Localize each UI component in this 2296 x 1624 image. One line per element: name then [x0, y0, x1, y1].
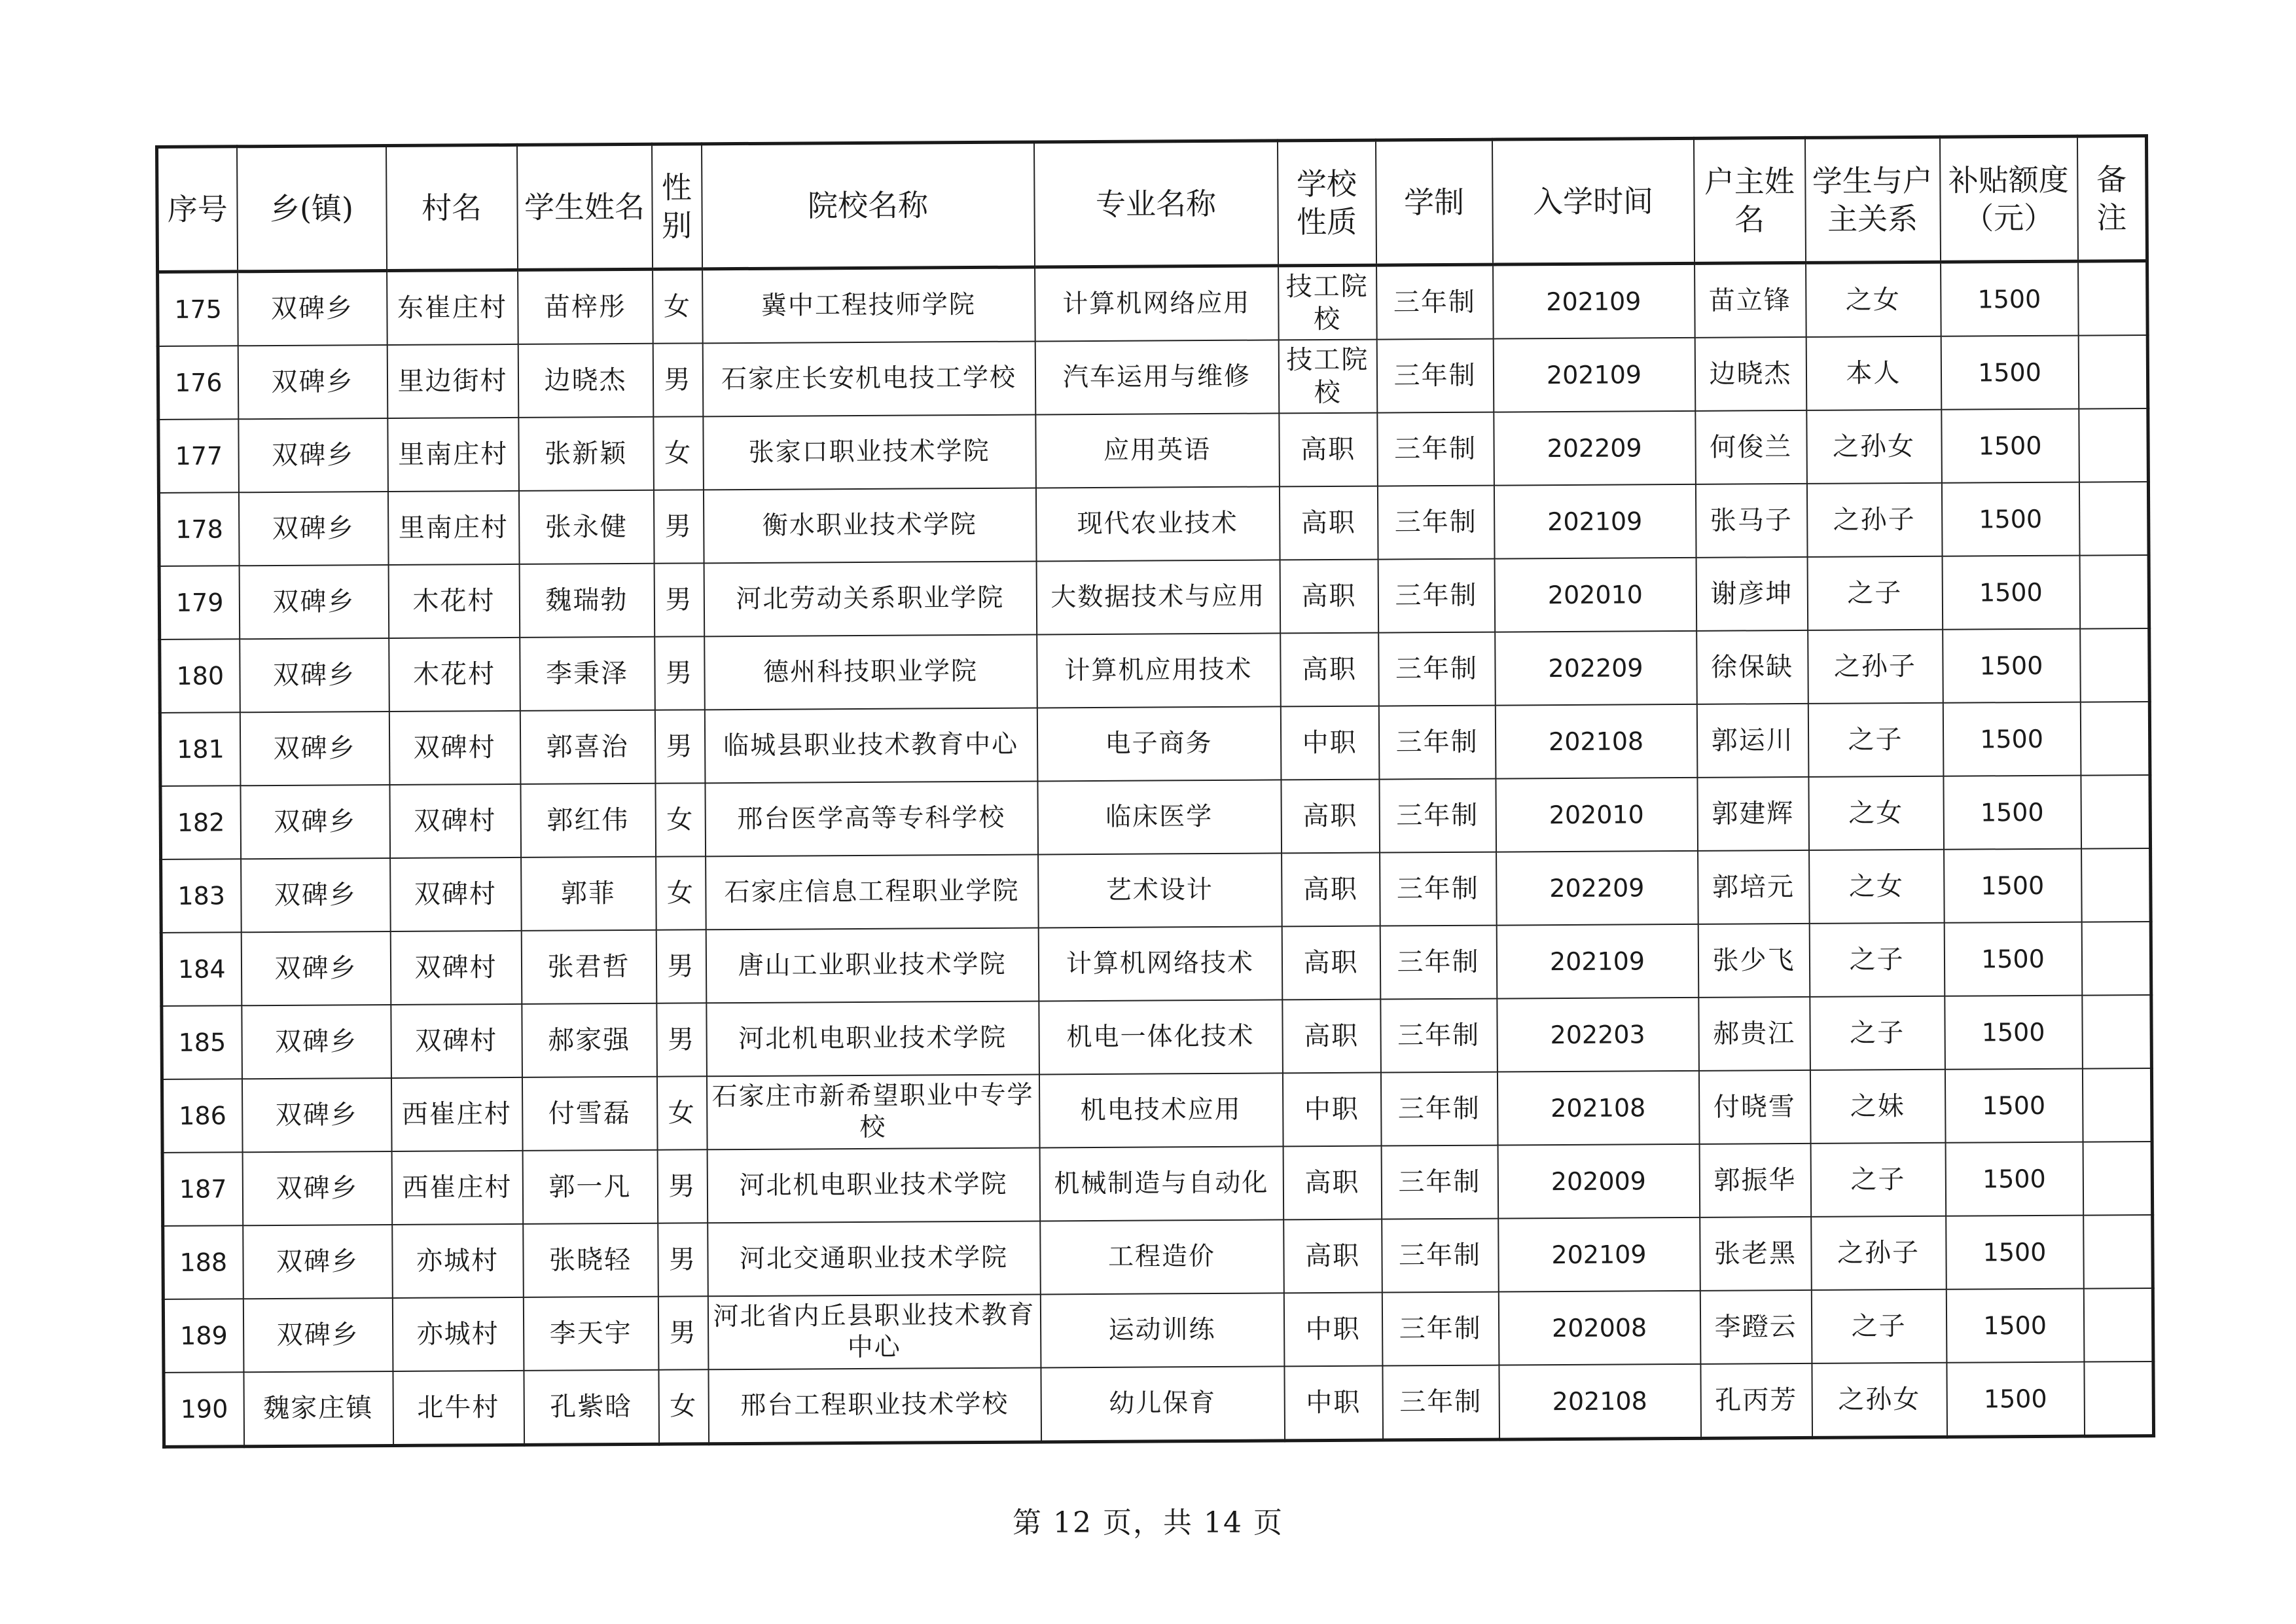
cell-township: 魏家庄镇 — [243, 1371, 393, 1447]
cell-school-type: 中职 — [1283, 1293, 1382, 1367]
table-row — [162, 995, 2152, 1079]
cell-village: 双碑村 — [389, 711, 520, 785]
cell-village: 里边街村 — [387, 344, 518, 418]
header-village: 村名 — [386, 145, 518, 270]
cell-student-name: 张晓轻 — [523, 1223, 658, 1297]
cell-duration: 三年制 — [1380, 1072, 1498, 1146]
cell-school-name: 河北交通职业技术学院 — [708, 1221, 1041, 1296]
cell-student-name: 郭红伟 — [520, 784, 656, 857]
cell-school-type: 高职 — [1282, 1000, 1381, 1074]
cell-school-type: 高职 — [1282, 853, 1380, 927]
cell-major: 工程造价 — [1040, 1219, 1284, 1294]
cell-relation: 之妹 — [1810, 1070, 1945, 1144]
cell-relation: 之子 — [1810, 1143, 1946, 1217]
cell-gender: 男 — [656, 929, 706, 1003]
cell-householder: 谢彦坤 — [1696, 557, 1808, 631]
cell-school-type: 高职 — [1280, 560, 1378, 634]
cell-student-name: 苗梓彤 — [518, 269, 653, 344]
cell-duration: 三年制 — [1382, 1292, 1499, 1366]
cell-school-name: 唐山工业职业技术学院 — [706, 928, 1039, 1003]
cell-relation: 之子 — [1809, 923, 1945, 997]
cell-relation: 之孙女 — [1812, 1363, 1947, 1438]
header-remarks: 备注 — [2077, 136, 2147, 262]
cell-major: 大数据技术与应用 — [1036, 560, 1280, 634]
table-row — [160, 628, 2150, 713]
cell-student-name: 郭一凡 — [522, 1150, 658, 1224]
cell-major: 运动训练 — [1040, 1293, 1284, 1367]
cell-subsidy: 1500 — [1941, 261, 2079, 336]
cell-duration: 三年制 — [1380, 999, 1498, 1073]
cell-village: 亦城村 — [392, 1297, 524, 1371]
cell-student-name: 郭菲 — [521, 857, 656, 931]
cell-school-name: 河北省内丘县职业技术教育中心 — [708, 1294, 1041, 1369]
cell-school-name: 邢台工程职业技术学校 — [708, 1367, 1041, 1443]
cell-village: 双碑村 — [391, 1004, 522, 1078]
cell-householder: 张老黑 — [1700, 1217, 1812, 1291]
cell-village: 北牛村 — [393, 1371, 524, 1446]
cell-subsidy: 1500 — [1946, 1216, 2084, 1290]
cell-duration: 三年制 — [1378, 632, 1496, 706]
cell-duration: 三年制 — [1380, 926, 1497, 1000]
cell-householder: 郭运川 — [1696, 704, 1808, 778]
cell-township: 双碑乡 — [239, 565, 389, 639]
cell-township: 双碑乡 — [238, 271, 387, 346]
cell-gender: 女 — [653, 269, 703, 344]
cell-relation: 之孙子 — [1806, 483, 1942, 557]
cell-gender: 男 — [657, 1149, 708, 1223]
cell-remarks — [2080, 702, 2150, 776]
cell-index: 178 — [158, 492, 239, 566]
cell-school-name: 张家口职业技术学院 — [703, 414, 1036, 490]
cell-duration: 三年制 — [1377, 486, 1494, 560]
cell-gender: 男 — [653, 490, 704, 563]
cell-school-type: 高职 — [1282, 926, 1380, 1000]
cell-township: 双碑乡 — [242, 1078, 391, 1152]
table-row — [158, 335, 2148, 420]
cell-duration: 三年制 — [1380, 852, 1497, 926]
cell-gender: 男 — [658, 1223, 708, 1296]
cell-householder: 张少飞 — [1698, 924, 1810, 998]
cell-township: 双碑乡 — [243, 1298, 393, 1372]
cell-school-name: 冀中工程技师学院 — [702, 267, 1035, 343]
cell-index: 182 — [160, 785, 241, 859]
cell-student-name: 张永健 — [518, 490, 654, 564]
cell-subsidy: 1500 — [1946, 1362, 2085, 1437]
cell-index: 179 — [159, 566, 240, 640]
table-row — [158, 482, 2149, 566]
cell-major: 机电技术应用 — [1039, 1073, 1283, 1147]
cell-township: 双碑乡 — [241, 931, 391, 1005]
header-duration: 学制 — [1375, 139, 1492, 265]
cell-village: 西崔庄村 — [391, 1151, 523, 1225]
cell-student-name: 边晓杰 — [518, 344, 653, 418]
cell-enroll-date: 202209 — [1494, 411, 1696, 486]
cell-gender: 男 — [658, 1296, 708, 1369]
cell-village: 里南庄村 — [387, 491, 519, 565]
cell-householder: 付晓雪 — [1698, 1070, 1810, 1144]
cell-remarks — [2084, 1362, 2154, 1436]
cell-index: 175 — [158, 272, 238, 346]
cell-subsidy: 1500 — [1943, 629, 2081, 703]
cell-remarks — [2081, 922, 2151, 996]
cell-householder: 张马子 — [1695, 484, 1807, 558]
table-row — [162, 1068, 2152, 1153]
table-row — [160, 775, 2151, 859]
cell-index: 176 — [158, 346, 238, 420]
cell-remarks — [2078, 261, 2148, 336]
cell-school-name: 石家庄长安机电技工学校 — [702, 341, 1035, 416]
cell-householder: 何俊兰 — [1695, 410, 1807, 484]
header-relation: 学生与户主关系 — [1804, 137, 1940, 262]
table-body — [158, 261, 2154, 1447]
cell-relation: 本人 — [1806, 336, 1941, 410]
cell-major: 艺术设计 — [1038, 853, 1282, 928]
cell-enroll-date: 202109 — [1494, 484, 1696, 559]
cell-householder: 郭建辉 — [1697, 777, 1809, 851]
cell-enroll-date: 202109 — [1498, 1218, 1700, 1292]
cell-village: 双碑村 — [389, 784, 521, 858]
cell-index: 177 — [158, 419, 239, 493]
cell-duration: 三年制 — [1379, 779, 1496, 853]
subsidy-table — [155, 134, 2155, 1449]
cell-householder: 李蹬云 — [1700, 1290, 1812, 1364]
cell-duration: 三年制 — [1376, 339, 1494, 413]
cell-subsidy: 1500 — [1941, 336, 2079, 410]
cell-householder: 边晓杰 — [1695, 337, 1806, 411]
cell-remarks — [2080, 628, 2150, 702]
cell-school-type: 高职 — [1281, 780, 1380, 854]
header-school-type: 学校性质 — [1277, 140, 1376, 266]
cell-village: 西崔庄村 — [391, 1077, 522, 1151]
cell-student-name: 郝家强 — [522, 1003, 657, 1077]
cell-township: 双碑乡 — [238, 345, 387, 419]
cell-township: 双碑乡 — [241, 858, 391, 932]
cell-gender: 男 — [655, 636, 705, 710]
cell-relation: 之女 — [1806, 262, 1941, 337]
cell-relation: 之子 — [1810, 996, 1945, 1070]
cell-school-type: 高职 — [1279, 486, 1378, 560]
cell-index: 184 — [161, 932, 242, 1006]
cell-school-name: 衡水职业技术学院 — [703, 488, 1036, 563]
table-row — [161, 922, 2151, 1006]
cell-student-name: 张新颖 — [518, 417, 654, 491]
cell-subsidy: 1500 — [1945, 1142, 2083, 1216]
cell-subsidy: 1500 — [1941, 482, 2079, 556]
cell-remarks — [2081, 848, 2151, 922]
table-row — [158, 408, 2149, 493]
header-gender: 性别 — [652, 144, 702, 269]
cell-gender: 男 — [655, 710, 705, 783]
cell-gender: 男 — [654, 563, 704, 636]
cell-subsidy: 1500 — [1946, 1289, 2084, 1363]
cell-householder: 郭培元 — [1698, 850, 1810, 924]
cell-school-type: 高职 — [1283, 1146, 1382, 1220]
cell-village: 亦城村 — [392, 1224, 524, 1298]
cell-enroll-date: 202109 — [1493, 263, 1695, 338]
cell-enroll-date: 202109 — [1493, 338, 1695, 412]
header-township: 乡(镇) — [237, 146, 387, 272]
cell-subsidy: 1500 — [1944, 922, 2082, 996]
cell-relation: 之子 — [1811, 1290, 1946, 1363]
cell-enroll-date: 202108 — [1495, 704, 1697, 779]
header-householder: 户主姓名 — [1693, 137, 1805, 263]
cell-duration: 三年制 — [1378, 559, 1495, 633]
cell-major: 临床医学 — [1037, 780, 1282, 854]
cell-major: 计算机应用技术 — [1037, 633, 1281, 708]
cell-enroll-date: 202008 — [1498, 1291, 1700, 1365]
cell-major: 汽车运用与维修 — [1035, 340, 1279, 414]
table-row — [164, 1362, 2154, 1447]
cell-remarks — [2083, 1215, 2153, 1289]
cell-school-name: 临城县职业技术教育中心 — [704, 708, 1037, 783]
cell-index: 180 — [160, 639, 240, 713]
cell-enroll-date: 202010 — [1496, 778, 1698, 852]
cell-index: 187 — [162, 1152, 243, 1226]
cell-index: 188 — [163, 1225, 243, 1299]
cell-student-name: 付雪磊 — [522, 1077, 657, 1151]
cell-school-type: 中职 — [1280, 706, 1379, 780]
cell-township: 双碑乡 — [240, 712, 389, 785]
cell-major: 机电一体化技术 — [1039, 1000, 1283, 1074]
cell-school-name: 石家庄信息工程职业学院 — [706, 854, 1039, 929]
cell-index: 190 — [164, 1372, 244, 1447]
cell-village: 东崔庄村 — [387, 270, 518, 345]
cell-township: 双碑乡 — [243, 1225, 393, 1299]
cell-householder: 郭振华 — [1699, 1144, 1811, 1218]
cell-school-name: 石家庄市新希望职业中专学校 — [706, 1074, 1039, 1149]
cell-school-name: 河北劳动关系职业学院 — [704, 561, 1037, 636]
cell-enroll-date: 202009 — [1498, 1144, 1700, 1219]
cell-remarks — [2079, 408, 2149, 482]
cell-student-name: 郭喜治 — [520, 710, 655, 784]
cell-school-name: 德州科技职业学院 — [704, 634, 1037, 710]
cell-village: 双碑村 — [390, 931, 522, 1005]
table-row — [160, 702, 2150, 786]
cell-enroll-date: 202010 — [1494, 558, 1696, 632]
cell-relation: 之孙女 — [1806, 410, 1942, 484]
cell-gender: 女 — [656, 856, 706, 929]
cell-major: 电子商务 — [1037, 706, 1281, 781]
cell-major: 计算机网络应用 — [1035, 266, 1279, 342]
table-row — [158, 261, 2148, 346]
cell-village: 双碑村 — [390, 857, 522, 931]
cell-township: 双碑乡 — [238, 418, 388, 492]
cell-major: 现代农业技术 — [1035, 486, 1280, 561]
cell-student-name: 李天宇 — [523, 1297, 658, 1371]
header-subsidy: 补贴额度（元） — [1939, 136, 2077, 262]
cell-school-type: 中职 — [1284, 1366, 1383, 1441]
cell-major: 计算机网络技术 — [1038, 926, 1282, 1001]
cell-enroll-date: 202209 — [1496, 851, 1698, 926]
cell-major: 幼儿保育 — [1041, 1366, 1285, 1442]
cell-householder: 孔丙芳 — [1700, 1363, 1812, 1438]
cell-enroll-date: 202209 — [1495, 631, 1697, 706]
header-major: 专业名称 — [1033, 141, 1278, 267]
cell-remarks — [2083, 1142, 2153, 1216]
table-row — [163, 1288, 2153, 1373]
cell-student-name: 张君哲 — [521, 930, 656, 1004]
cell-subsidy: 1500 — [1944, 849, 2082, 923]
cell-remarks — [2079, 555, 2149, 629]
table-row — [162, 1142, 2153, 1226]
cell-student-name: 李秉泽 — [520, 637, 655, 711]
cell-school-type: 技工院校 — [1278, 340, 1377, 414]
cell-gender: 女 — [658, 1369, 709, 1444]
cell-duration: 三年制 — [1382, 1219, 1499, 1293]
cell-remarks — [2079, 482, 2149, 556]
cell-enroll-date: 202108 — [1497, 1071, 1699, 1146]
cell-index: 189 — [163, 1299, 243, 1373]
cell-township: 双碑乡 — [238, 492, 388, 566]
cell-student-name: 魏瑞勃 — [519, 564, 655, 638]
cell-relation: 之孙子 — [1808, 630, 1943, 704]
cell-householder: 徐保缺 — [1696, 630, 1808, 704]
cell-gender: 男 — [653, 343, 703, 416]
cell-major: 应用英语 — [1035, 413, 1280, 488]
cell-householder: 郝贵江 — [1698, 997, 1810, 1071]
cell-remarks — [2082, 1068, 2152, 1142]
header-index: 序号 — [157, 147, 238, 272]
cell-subsidy: 1500 — [1945, 996, 2083, 1070]
cell-village: 木花村 — [389, 638, 520, 712]
cell-remarks — [2081, 775, 2151, 849]
cell-index: 183 — [161, 859, 242, 933]
cell-relation: 之女 — [1809, 850, 1945, 924]
cell-major: 机械制造与自动化 — [1039, 1146, 1283, 1221]
cell-enroll-date: 202109 — [1496, 924, 1698, 999]
page-number: 第 12 页，共 14 页 — [1013, 1506, 1283, 1540]
cell-school-type: 高职 — [1279, 413, 1378, 487]
cell-remarks — [2082, 995, 2152, 1069]
cell-school-type: 高职 — [1283, 1219, 1382, 1293]
cell-township: 双碑乡 — [242, 1151, 392, 1225]
cell-duration: 三年制 — [1378, 706, 1496, 780]
table-header-row — [157, 136, 2147, 272]
cell-relation: 之子 — [1808, 703, 1943, 777]
cell-relation: 之孙子 — [1811, 1216, 1946, 1290]
cell-index: 186 — [162, 1079, 242, 1153]
cell-remarks — [2078, 335, 2148, 409]
cell-gender: 女 — [656, 1076, 707, 1149]
cell-school-name: 河北机电职业技术学院 — [706, 1001, 1039, 1076]
cell-duration: 三年制 — [1376, 264, 1494, 339]
cell-enroll-date: 202203 — [1497, 998, 1699, 1072]
cell-duration: 三年制 — [1377, 412, 1494, 486]
cell-subsidy: 1500 — [1941, 409, 2079, 483]
cell-subsidy: 1500 — [1942, 556, 2080, 630]
cell-duration: 三年制 — [1382, 1365, 1499, 1440]
cell-school-name: 河北机电职业技术学院 — [707, 1147, 1040, 1223]
cell-gender: 女 — [653, 416, 704, 490]
roster-sheet — [155, 134, 2152, 1449]
cell-township: 双碑乡 — [242, 1005, 391, 1079]
cell-school-type: 技工院校 — [1278, 265, 1377, 340]
cell-township: 双碑乡 — [240, 638, 389, 712]
header-student-name: 学生姓名 — [517, 144, 653, 270]
cell-householder: 苗立锋 — [1695, 262, 1806, 337]
cell-gender: 女 — [655, 783, 706, 856]
cell-subsidy: 1500 — [1943, 776, 2081, 850]
cell-duration: 三年制 — [1381, 1146, 1498, 1219]
cell-index: 181 — [160, 712, 240, 786]
header-school-name: 院校名称 — [702, 142, 1035, 269]
cell-subsidy: 1500 — [1945, 1069, 2083, 1143]
cell-relation: 之女 — [1808, 776, 1944, 850]
cell-village: 里南庄村 — [387, 418, 519, 492]
cell-school-type: 中职 — [1282, 1073, 1381, 1147]
cell-village: 木花村 — [388, 564, 520, 638]
cell-school-type: 高职 — [1280, 633, 1379, 707]
cell-student-name: 孔紫晗 — [524, 1370, 659, 1445]
header-enroll-date: 入学时间 — [1492, 138, 1694, 264]
table-row — [161, 848, 2151, 933]
cell-index: 185 — [162, 1005, 242, 1079]
cell-school-name: 邢台医学高等专科学校 — [705, 781, 1038, 856]
table-row — [159, 555, 2149, 640]
cell-relation: 之子 — [1807, 556, 1943, 630]
cell-remarks — [2083, 1288, 2153, 1362]
cell-township: 双碑乡 — [240, 785, 390, 859]
cell-gender: 男 — [656, 1003, 707, 1076]
table-row — [163, 1215, 2153, 1299]
cell-subsidy: 1500 — [1943, 702, 2081, 776]
cell-enroll-date: 202108 — [1499, 1364, 1701, 1439]
